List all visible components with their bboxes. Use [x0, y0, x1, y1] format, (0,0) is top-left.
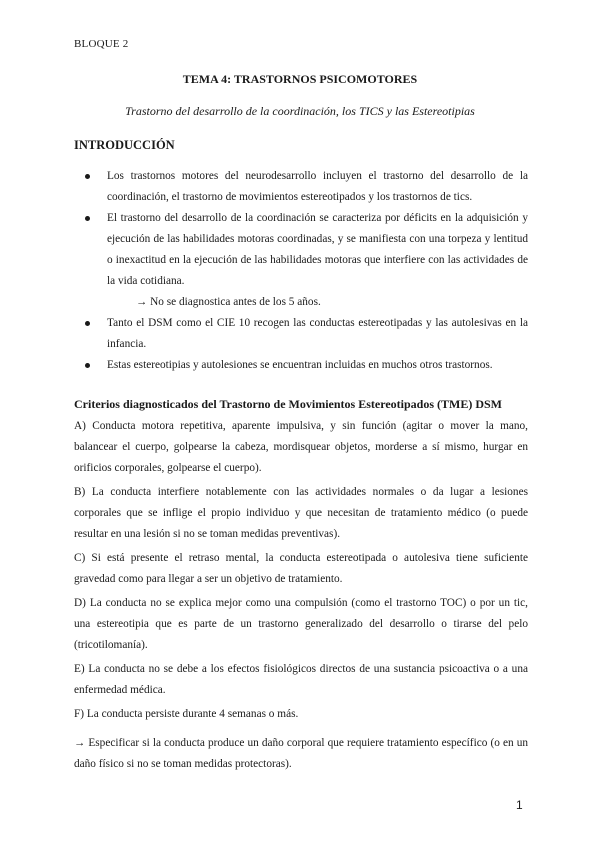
bullet-item	[74, 313, 528, 355]
criterion-a: A) Conducta motora repetitiva, aparente impulsiva, y sin función (agitar o mover la mano, balancear el cuerpo, golpearse la cabeza, mordisquear objetos, morderse a sí mismo, hurgar en orificios corporales, golpearse el cuerpo).	[74, 420, 528, 474]
bullet-icon	[85, 216, 90, 221]
bullet-item	[74, 208, 528, 292]
block-label: BLOQUE 2	[74, 38, 129, 50]
introduction-bullet-list	[74, 166, 528, 376]
bullet-icon	[85, 363, 90, 368]
bullet-text: Estas estereotipias y autolesiones se encuentran incluidas en muchos otros trastornos.	[107, 359, 493, 371]
criterion-d: D) La conducta no se explica mejor como una compulsión (como el trastorno TOC) o por un tic, una estereotipia que es parte de un trastorno generalizado del desarrollo o tirarse del pelo (tricotilomanía).	[74, 597, 528, 651]
criteria-section	[74, 394, 528, 728]
bullet-item	[74, 355, 528, 376]
page-subtitle: Trastorno del desarrollo de la coordinación, los TICS y las Estereotipias	[125, 104, 475, 118]
bullet-icon	[85, 321, 90, 326]
bullet-icon	[85, 174, 90, 179]
bullet-text: Tanto el DSM como el CIE 10 recogen las conductas estereotipadas y las autolesivas en la infancia.	[107, 317, 528, 350]
specifier-note: → Especificar si la conducta produce un daño corporal que requiere tratamiento específico (o en un daño físico si no se toman medidas protectoras).	[74, 737, 528, 770]
bullet-text: Los trastornos motores del neurodesarrollo incluyen el trastorno del desarrollo de la coordinación, el trastorno de movimientos estereotipados y los trastornos de tics.	[107, 170, 528, 203]
bullet-item	[74, 166, 528, 208]
criteria-heading: Criterios diagnosticados del Trastorno de Movimientos Estereotipados (TME) DSM	[74, 397, 502, 411]
criterion-c: C) Si está presente el retraso mental, la conducta estereotipada o autolesiva tiene suficiente gravedad como para llegar a ser un objetivo de tratamiento.	[74, 552, 528, 585]
introduction-heading: INTRODUCCIÓN	[74, 138, 175, 152]
criterion-f: F) La conducta persiste durante 4 semanas o más.	[74, 708, 299, 720]
criterion-b: B) La conducta interfiere notablemente con las actividades normales o da lugar a lesiones corporales que se inflige el propio individuo y que necesitan de tratamiento médico (o puede resultar en una lesión si no se toman medidas preventivas).	[74, 486, 528, 540]
criterion-e: E) La conducta no se debe a los efectos fisiológicos directos de una sustancia psicoactiva o a una enfermedad médica.	[74, 663, 528, 696]
page-title: TEMA 4: TRASTORNOS PSICOMOTORES	[182, 72, 418, 86]
diagnosis-age-note: → No se diagnostica antes de los 5 años.	[136, 296, 321, 308]
page-number: 1	[516, 798, 523, 812]
bullet-text: El trastorno del desarrollo de la coordinación se caracteriza por déficits en la adquisición y ejecución de las habilidades motoras coordinadas, y se manifiesta con una torpeza y lentitud o inexactitud en la ejecución de las habilidades motoras que interfiere con las actividades de la vida cotidiana.	[107, 212, 528, 287]
